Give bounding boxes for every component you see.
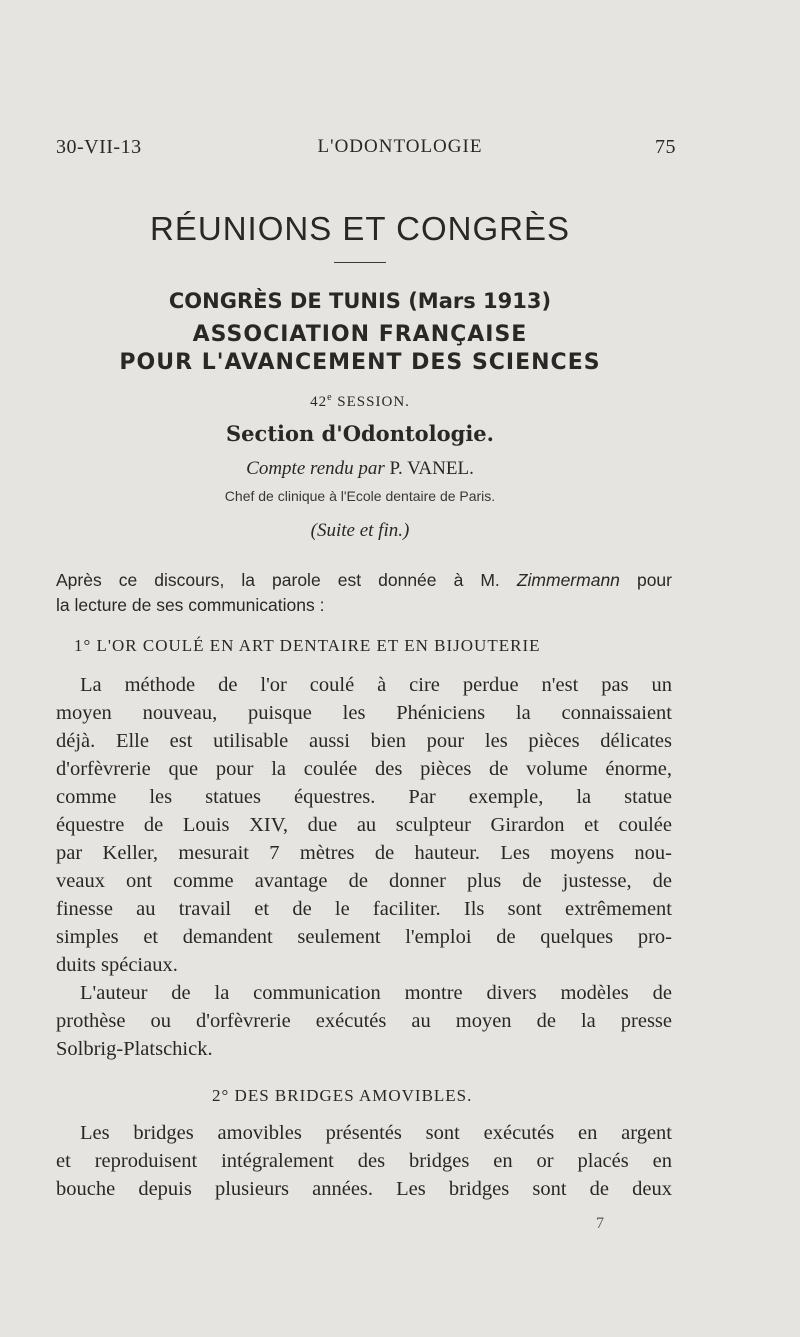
body-line: par Keller, mesurait 7 mètres de hauteur. Les moyens nou- xyxy=(56,842,672,864)
body-line: Solbrig-Platschick. xyxy=(56,1038,213,1060)
page-title: RÉUNIONS ET CONGRÈS xyxy=(150,210,570,247)
body-line: et reproduisent intégralement des bridges en or placés en xyxy=(56,1150,672,1172)
association-line-2: POUR L'AVANCEMENT DES SCIENCES xyxy=(119,350,601,375)
body-line: La méthode de l'or coulé à cire perdue n'est pas un xyxy=(80,674,672,696)
header-page-number: 75 xyxy=(655,136,676,158)
body-line: duits spéciaux. xyxy=(56,954,178,976)
section-1-heading: 1° L'OR COULÉ EN ART DENTAIRE ET EN BIJOUTERIE xyxy=(74,636,541,655)
author-affiliation: Chef de clinique à l'Ecole dentaire de Paris. xyxy=(224,488,496,504)
section-2-heading: 2° DES BRIDGES AMOVIBLES. xyxy=(212,1086,473,1105)
continuation-note: (Suite et fin.) xyxy=(310,520,410,541)
compte-rendu-label: Compte rendu par xyxy=(246,458,385,479)
body-line: Les bridges amovibles présentés sont exécutés en argent xyxy=(80,1122,672,1144)
session-label: SESSION. xyxy=(332,394,410,410)
speaker-name: Zimmermann xyxy=(516,570,620,590)
intro-line-1 xyxy=(56,570,672,591)
body-line: prothèse ou d'orfèvrerie exécutés au moyen de la presse xyxy=(56,1010,672,1032)
signature-mark: 7 xyxy=(596,1215,604,1232)
association-line-1: ASSOCIATION FRANÇAISE xyxy=(192,322,528,347)
body-line: simples et demandent seulement l'emploi de quelques pro- xyxy=(56,926,672,948)
body-line: bouche depuis plusieurs années. Les bridges sont de deux xyxy=(56,1178,672,1200)
author-name: P. VANEL. xyxy=(389,458,474,479)
congress-heading: CONGRÈS DE TUNIS (Mars 1913) xyxy=(168,289,552,313)
body-line: veaux ont comme avantage de donner plus de justesse, de xyxy=(56,870,672,892)
body-line: équestre de Louis XIV, due au sculpteur Girardon et coulée xyxy=(56,814,672,836)
body-line: moyen nouveau, puisque les Phéniciens la connaissaient xyxy=(56,702,672,724)
body-line: finesse au travail et de le faciliter. Ils sont extrêmement xyxy=(56,898,672,920)
section-title: Section d'Odontologie. xyxy=(226,421,494,446)
header-journal: L'ODONTOLOGIE xyxy=(317,136,483,157)
session-sup: e xyxy=(327,392,333,403)
body-line: d'orfèvrerie que pour la coulée des pièces de volume énorme, xyxy=(56,758,672,780)
intro-text: Après ce discours, la parole est donnée à M. xyxy=(56,570,517,590)
intro-text-end: pour xyxy=(619,570,672,590)
body-line: L'auteur de la communication montre divers modèles de xyxy=(80,982,672,1004)
header-date: 30-VII-13 xyxy=(56,136,142,158)
intro-line-2: la lecture de ses communications : xyxy=(56,595,325,615)
body-line: déjà. Elle est utilisable aussi bien pour les pièces délicates xyxy=(56,730,672,752)
title-divider xyxy=(334,262,386,263)
report-byline xyxy=(0,458,720,480)
session-line xyxy=(0,392,720,411)
session-number: 42 xyxy=(310,394,328,410)
body-line: comme les statues équestres. Par exemple, la statue xyxy=(56,786,672,808)
